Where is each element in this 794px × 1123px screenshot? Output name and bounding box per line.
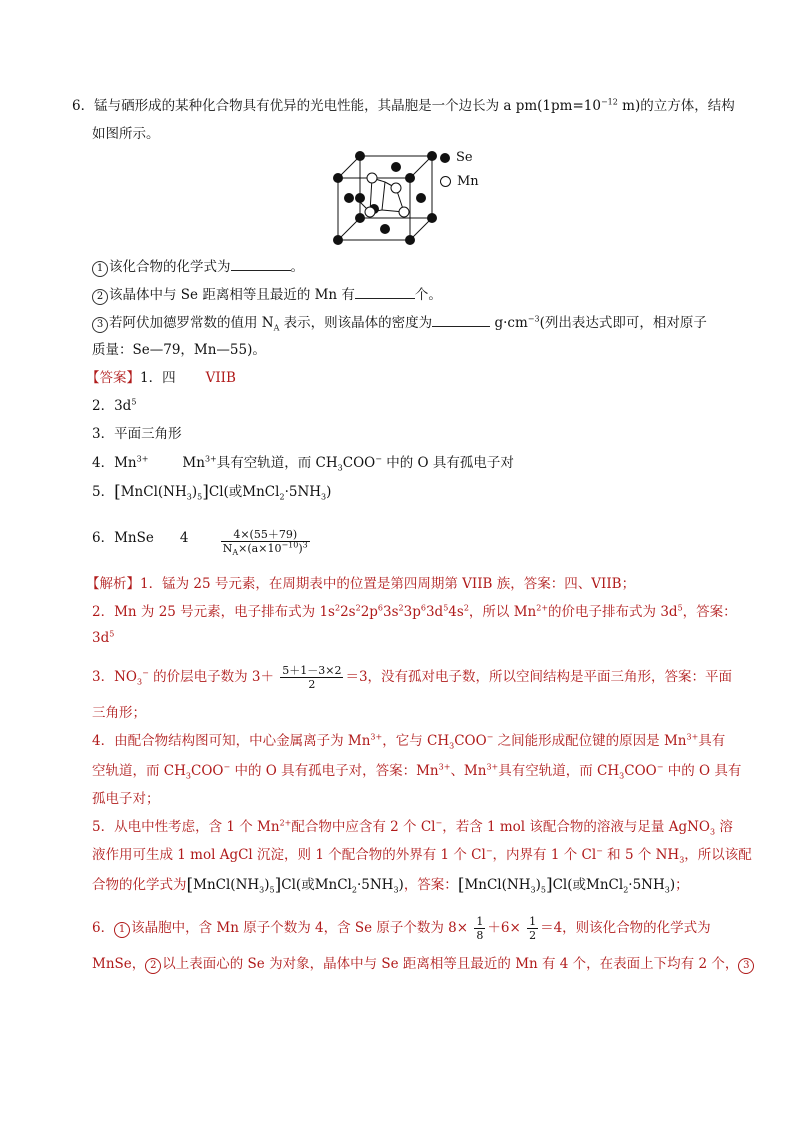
sub-question-1: 1 该化合物的化学式为 。 <box>92 256 304 277</box>
answer-line-5: 5．$[MnCl(NH_3)_5]Cl$(或$MnCl_2\cdot 5NH_3$) <box>92 482 332 502</box>
circled-1: 1 <box>92 261 108 277</box>
analysis-line-3-cont: 三角形； <box>92 705 146 721</box>
analysis-line-3: 3．$NO_3^-$ 的价层电子数为 3＋ $\frac{5+1-3\times 2}{2}$ ＝3，没有孤对电子数，所以空间结构是平面三角形，答案：平面 <box>92 664 733 691</box>
answer-line-2: 2．$3d^5$ <box>92 397 137 414</box>
circled-1: 1 <box>114 922 130 938</box>
analysis-line-5-end: 合物的化学式为$[MnCl(NH_3)_5]Cl$(或$MnCl_2\cdot 5NH_3$)，答案：$[MnCl(NH_3)_5]Cl$(或$MnCl_2\cdot 5NH_3$)； <box>92 875 689 895</box>
analysis-line-4: 4．由配合物结构图可知，中心金属离子为 $Mn^{3+}$，它与 $CH_3COO^-$ 之间能形成配位键的原因是 $Mn^{3+}$具有 <box>92 732 726 751</box>
circled-3: 3 <box>738 958 754 974</box>
analysis-line-4-end: 孤电子对； <box>92 791 160 807</box>
answer-line-6: 6．MnSe 4 $\frac{4\times(55+79)}{N_A\times(a\times 10^{-10})^3}$ <box>92 528 308 558</box>
analysis-line-4-cont: 空轨道，而 $CH_3COO^-$ 中的 O 具有孤电子对，答案：$Mn^{3+}$、$Mn^{3+}$具有空轨道，而 $CH_3COO^-$ 中的 O 具有 <box>92 762 742 781</box>
face-fraction: $\frac{1}{2}$ <box>529 915 537 942</box>
legend-mn: Mn <box>440 174 479 189</box>
answer-blank <box>432 312 490 327</box>
circled-2: 2 <box>92 289 108 305</box>
density-fraction: $\frac{4\times(55+79)}{N_A\times(a\times 10^{-10})^3}$ <box>222 528 308 558</box>
answer-blank <box>231 256 291 271</box>
analysis-line-2: 2．Mn 为 25 号元素，电子排布式为 $1s^22s^22p^63s^23p^63d^54s^2$，所以 $Mn^{2+}$的价电子排布式为 $3d^5$，答案： <box>92 603 737 620</box>
analysis-line-6-cont: MnSe， 2 以上表面心的 Se 为对象，晶体中与 Se 距离相等且最近的 Mn 有 4 个，在表面上下均有 2 个， 3 <box>92 954 755 974</box>
circled-3: 3 <box>92 317 108 333</box>
open-circle-icon <box>440 176 451 187</box>
crystal-cell-figure <box>330 150 442 248</box>
filled-circle-icon <box>440 153 450 163</box>
answer-line-4: 4．$Mn^{3+}$ $Mn^{3+}$具有空轨道，而 $CH_3COO^-$ 中的 O 具有孤电子对 <box>92 454 514 473</box>
analysis-line-5: 5．从电中性考虑，含 1 个 $Mn^{2+}$配合物中应含有 2 个 Cl−，若含 1 mol 该配合物的溶液与足量 AgNO$_3$ 溶 <box>92 818 733 837</box>
electron-fraction: $\frac{5+1-3\times 2}{2}$ <box>282 664 342 691</box>
analysis-line-5-cont: 液作用可生成 1 mol AgCl 沉淀，则 1 个配合物的外界有 1 个 Cl−，内界有 1 个 Cl− 和 5 个 $NH_3$，所以该配 <box>92 846 752 865</box>
sub-question-3: 3 若阿伏加德罗常数的值用 $N_A$ 表示，则该晶体的密度为 $g\cdot cm^{-3}$(列出表达式即可，相对原子 <box>92 312 707 333</box>
question-line-2: 如图所示。 <box>92 126 160 142</box>
sub-question-3-cont: 质量：Se—79，Mn—55)。 <box>92 342 266 358</box>
sub-question-2: 2 该晶体中与 Se 距离相等且最近的 Mn 有 个。 <box>92 284 442 305</box>
question-line-1: 6．锰与硒形成的某种化合物具有优异的光电性能，其晶胞是一个边长为 a $pm(1pm=10^{-12}$ m)的立方体，结构 <box>72 97 735 114</box>
legend-se: Se <box>440 150 473 165</box>
corner-fraction: $\frac{1}{8}$ <box>476 915 484 942</box>
answer-line-3: 3．平面三角形 <box>92 426 182 442</box>
circled-2: 2 <box>145 958 161 974</box>
analysis-line-2-cont: $3d^5$ <box>92 629 115 646</box>
answer-blank <box>355 284 415 299</box>
analysis-line-1: 【解析】1．锰为 25 号元素，在周期表中的位置是第四周期第 VIIB 族，答案：四、VIIB； <box>86 576 636 592</box>
analysis-line-6: 6． 1 该晶胞中，含 Mn 原子个数为 4，含 Se 原子个数为 8× $\frac{1}{8}$ ＋6× $\frac{1}{2}$ ＝4，则该化合物的化学式为 <box>92 915 711 942</box>
answer-line-1: 【答案】1．四 VIIB <box>86 370 236 386</box>
